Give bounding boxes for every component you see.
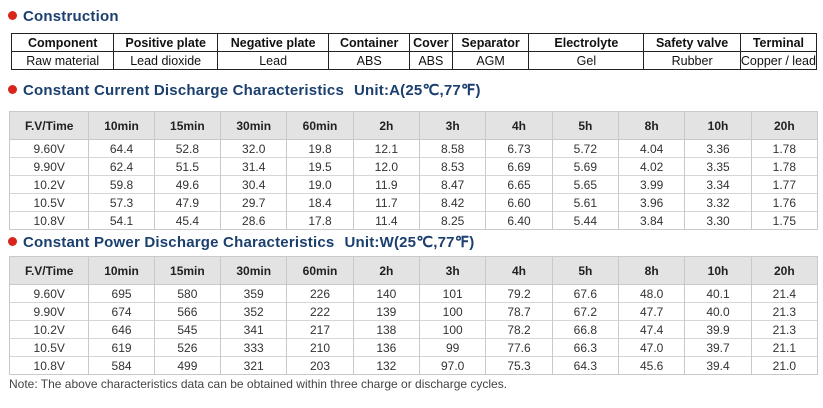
construction-cell: AGM (452, 52, 529, 70)
table-row (10, 140, 818, 158)
value-cell: 78.2 (486, 321, 552, 339)
value-cell: 54.1 (89, 212, 154, 230)
value-cell: 222 (287, 303, 353, 321)
table-row (10, 357, 818, 375)
column-header: 4h (486, 112, 552, 140)
value-cell: 4.04 (619, 140, 685, 158)
value-cell: 30.4 (221, 176, 287, 194)
value-cell: 39.7 (685, 339, 751, 357)
column-header: 60min (287, 257, 353, 285)
value-cell: 619 (89, 339, 154, 357)
voltage-cell: 10.8V (10, 357, 89, 375)
construction-title-text: Construction (23, 8, 119, 25)
column-header: 10min (89, 112, 154, 140)
column-header: 3h (420, 112, 486, 140)
value-cell: 21.3 (751, 321, 817, 339)
value-cell: 6.73 (486, 140, 552, 158)
construction-table (11, 33, 817, 70)
value-cell: 78.7 (486, 303, 552, 321)
bullet-icon (8, 11, 17, 20)
value-cell: 51.5 (154, 158, 220, 176)
value-cell: 3.99 (619, 176, 685, 194)
value-cell: 18.4 (287, 194, 353, 212)
footnote: Note: The above characteristics data can be obtained within three charge or discharge cycles. (9, 377, 508, 391)
value-cell: 17.8 (287, 212, 353, 230)
value-cell: 674 (89, 303, 154, 321)
value-cell: 11.4 (353, 212, 419, 230)
construction-cell: Lead (217, 52, 328, 70)
value-cell: 226 (287, 285, 353, 303)
construction-header-cell: Component (12, 34, 114, 52)
value-cell: 77.6 (486, 339, 552, 357)
construction-header-cell: Container (329, 34, 410, 52)
construction-header-row (12, 34, 817, 52)
construction-header-cell: Negative plate (217, 34, 328, 52)
construction-header-cell: Terminal (740, 34, 816, 52)
value-cell: 64.4 (89, 140, 154, 158)
value-cell: 3.96 (619, 194, 685, 212)
current-discharge-table (9, 111, 818, 230)
value-cell: 11.7 (353, 194, 419, 212)
column-header: 3h (420, 257, 486, 285)
column-header: 20h (751, 257, 817, 285)
table-row (10, 321, 818, 339)
construction-cell: Rubber (644, 52, 741, 70)
value-cell: 19.8 (287, 140, 353, 158)
value-cell: 352 (221, 303, 287, 321)
value-cell: 6.69 (486, 158, 552, 176)
value-cell: 47.0 (619, 339, 685, 357)
value-cell: 5.44 (552, 212, 618, 230)
value-cell: 341 (221, 321, 287, 339)
value-cell: 8.53 (420, 158, 486, 176)
table-row (10, 303, 818, 321)
value-cell: 28.6 (221, 212, 287, 230)
construction-header-cell: Safety valve (644, 34, 741, 52)
value-cell: 3.34 (685, 176, 751, 194)
value-cell: 333 (221, 339, 287, 357)
column-header: 10h (685, 257, 751, 285)
table-header-row (10, 257, 818, 285)
column-header: 20h (751, 112, 817, 140)
value-cell: 45.4 (154, 212, 220, 230)
value-cell: 39.9 (685, 321, 751, 339)
voltage-cell: 9.90V (10, 158, 89, 176)
column-header: 5h (552, 257, 618, 285)
value-cell: 217 (287, 321, 353, 339)
value-cell: 4.02 (619, 158, 685, 176)
value-cell: 3.84 (619, 212, 685, 230)
column-header: 10h (685, 112, 751, 140)
value-cell: 67.2 (552, 303, 618, 321)
value-cell: 584 (89, 357, 154, 375)
column-header: 15min (154, 257, 220, 285)
value-cell: 19.5 (287, 158, 353, 176)
value-cell: 210 (287, 339, 353, 357)
value-cell: 21.1 (751, 339, 817, 357)
value-cell: 47.7 (619, 303, 685, 321)
value-cell: 47.9 (154, 194, 220, 212)
value-cell: 62.4 (89, 158, 154, 176)
value-cell: 321 (221, 357, 287, 375)
value-cell: 100 (420, 303, 486, 321)
column-header: 2h (353, 112, 419, 140)
value-cell: 39.4 (685, 357, 751, 375)
value-cell: 66.3 (552, 339, 618, 357)
value-cell: 8.47 (420, 176, 486, 194)
column-header: F.V/Time (10, 257, 89, 285)
value-cell: 203 (287, 357, 353, 375)
voltage-cell: 9.60V (10, 140, 89, 158)
value-cell: 101 (420, 285, 486, 303)
value-cell: 21.0 (751, 357, 817, 375)
value-cell: 1.78 (751, 158, 817, 176)
value-cell: 1.76 (751, 194, 817, 212)
construction-header-cell: Electrolyte (529, 34, 644, 52)
value-cell: 75.3 (486, 357, 552, 375)
value-cell: 1.75 (751, 212, 817, 230)
column-header: F.V/Time (10, 112, 89, 140)
value-cell: 49.6 (154, 176, 220, 194)
value-cell: 646 (89, 321, 154, 339)
power-discharge-table (9, 256, 818, 375)
voltage-cell: 10.8V (10, 212, 89, 230)
value-cell: 57.3 (89, 194, 154, 212)
construction-header-cell: Cover (409, 34, 452, 52)
value-cell: 79.2 (486, 285, 552, 303)
value-cell: 3.30 (685, 212, 751, 230)
construction-cell: Copper / lead (740, 53, 816, 68)
power-title-text: Constant Power Discharge Characteristics (23, 234, 335, 251)
column-header: 4h (486, 257, 552, 285)
value-cell: 64.3 (552, 357, 618, 375)
column-header: 8h (619, 112, 685, 140)
table-row (10, 285, 818, 303)
value-cell: 499 (154, 357, 220, 375)
value-cell: 45.6 (619, 357, 685, 375)
voltage-cell: 10.5V (10, 339, 89, 357)
value-cell: 59.8 (89, 176, 154, 194)
current-title-text: Constant Current Discharge Characteristics (23, 82, 344, 99)
construction-cell: Gel (529, 52, 644, 70)
value-cell: 132 (353, 357, 419, 375)
column-header: 60min (287, 112, 353, 140)
value-cell: 580 (154, 285, 220, 303)
value-cell: 48.0 (619, 285, 685, 303)
value-cell: 31.4 (221, 158, 287, 176)
table-row (10, 212, 818, 230)
value-cell: 21.3 (751, 303, 817, 321)
table-row (10, 158, 818, 176)
value-cell: 47.4 (619, 321, 685, 339)
value-cell: 3.35 (685, 158, 751, 176)
value-cell: 138 (353, 321, 419, 339)
column-header: 30min (221, 257, 287, 285)
value-cell: 40.1 (685, 285, 751, 303)
construction-cell: Lead dioxide (114, 52, 218, 70)
power-title (8, 233, 474, 251)
value-cell: 526 (154, 339, 220, 357)
current-unit: Unit:A(25℃,77℉) (354, 82, 481, 99)
construction-title (8, 8, 119, 25)
construction-header-cell: Separator (452, 34, 529, 52)
value-cell: 12.1 (353, 140, 419, 158)
value-cell: 139 (353, 303, 419, 321)
value-cell: 6.65 (486, 176, 552, 194)
value-cell: 5.72 (552, 140, 618, 158)
value-cell: 8.58 (420, 140, 486, 158)
value-cell: 97.0 (420, 357, 486, 375)
construction-cell: ABS (329, 52, 410, 70)
column-header: 30min (221, 112, 287, 140)
voltage-cell: 9.90V (10, 303, 89, 321)
value-cell: 32.0 (221, 140, 287, 158)
value-cell: 6.60 (486, 194, 552, 212)
voltage-cell: 10.5V (10, 194, 89, 212)
construction-cell: ABS (409, 52, 452, 70)
construction-header-cell: Positive plate (114, 34, 218, 52)
construction-cell: Raw material (12, 52, 114, 70)
column-header: 8h (619, 257, 685, 285)
value-cell: 3.36 (685, 140, 751, 158)
value-cell: 695 (89, 285, 154, 303)
value-cell: 8.42 (420, 194, 486, 212)
table-row (10, 194, 818, 212)
value-cell: 67.6 (552, 285, 618, 303)
table-header-row (10, 112, 818, 140)
voltage-cell: 10.2V (10, 321, 89, 339)
value-cell: 359 (221, 285, 287, 303)
power-unit: Unit:W(25℃,77℉) (344, 234, 475, 251)
value-cell: 52.8 (154, 140, 220, 158)
value-cell: 19.0 (287, 176, 353, 194)
value-cell: 12.0 (353, 158, 419, 176)
value-cell: 140 (353, 285, 419, 303)
value-cell: 3.32 (685, 194, 751, 212)
value-cell: 40.0 (685, 303, 751, 321)
voltage-cell: 10.2V (10, 176, 89, 194)
column-header: 5h (552, 112, 618, 140)
value-cell: 99 (420, 339, 486, 357)
value-cell: 566 (154, 303, 220, 321)
value-cell: 66.8 (552, 321, 618, 339)
table-row (10, 176, 818, 194)
bullet-icon (8, 237, 17, 246)
value-cell: 100 (420, 321, 486, 339)
table-row (10, 339, 818, 357)
value-cell: 29.7 (221, 194, 287, 212)
current-title (8, 81, 481, 99)
value-cell: 545 (154, 321, 220, 339)
column-header: 15min (154, 112, 220, 140)
value-cell: 1.77 (751, 176, 817, 194)
construction-row (12, 52, 817, 70)
value-cell: 5.65 (552, 176, 618, 194)
value-cell: 5.61 (552, 194, 618, 212)
value-cell: 8.25 (420, 212, 486, 230)
value-cell: 5.69 (552, 158, 618, 176)
voltage-cell: 9.60V (10, 285, 89, 303)
column-header: 10min (89, 257, 154, 285)
bullet-icon (8, 85, 17, 94)
value-cell: 1.78 (751, 140, 817, 158)
column-header: 2h (353, 257, 419, 285)
value-cell: 6.40 (486, 212, 552, 230)
value-cell: 136 (353, 339, 419, 357)
value-cell: 11.9 (353, 176, 419, 194)
value-cell: 21.4 (751, 285, 817, 303)
